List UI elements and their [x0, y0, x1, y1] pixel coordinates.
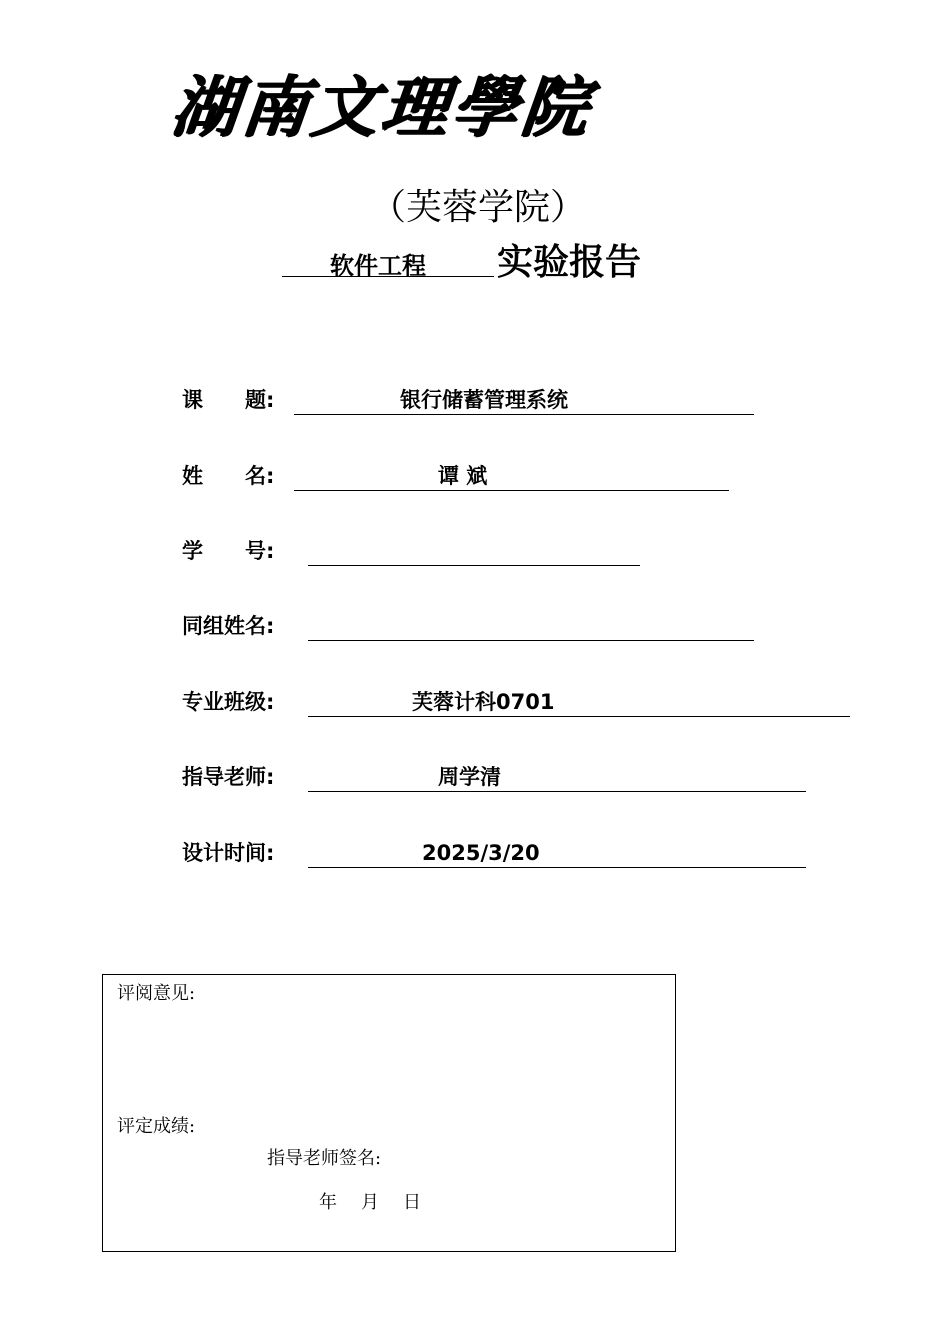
school-logo: 湖南文理學院 — [167, 68, 597, 146]
field-value: 芙蓉计科0701 — [412, 690, 555, 714]
field-underline — [308, 686, 850, 717]
course-name: 软件工程 — [330, 252, 426, 280]
report-title: 实验报告 — [497, 242, 642, 283]
review-box — [102, 974, 676, 1252]
date-month-label: 月 — [361, 1192, 379, 1213]
date-year-label: 年 — [319, 1192, 337, 1213]
field-label: 指导老师: — [182, 765, 275, 789]
field-value: 银行储蓄管理系统 — [400, 388, 568, 412]
field-underline — [308, 535, 640, 566]
field-label: 课 题: — [182, 388, 275, 412]
field-label: 设计时间: — [182, 841, 275, 865]
field-value: 周学清 — [438, 765, 501, 789]
field-underline — [308, 761, 806, 792]
review-grade-label: 评定成绩: — [117, 1116, 196, 1137]
field-label: 同组姓名: — [182, 614, 275, 638]
field-label: 姓 名: — [182, 464, 275, 488]
field-underline — [294, 460, 729, 491]
review-date — [319, 1191, 421, 1215]
field-value: 2025/3/20 — [422, 841, 540, 865]
field-value: 谭 斌 — [438, 464, 488, 488]
report-title-line — [282, 236, 702, 286]
field-underline — [308, 610, 754, 641]
advisor-signature-label: 指导老师签名: — [267, 1148, 382, 1169]
field-label: 专业班级: — [182, 690, 275, 714]
college-subtitle: （芙蓉学院） — [370, 187, 587, 228]
field-label: 学 号: — [182, 539, 275, 563]
field-underline — [308, 837, 806, 868]
review-comments-label: 评阅意见: — [117, 983, 196, 1004]
date-day-label: 日 — [403, 1192, 421, 1213]
